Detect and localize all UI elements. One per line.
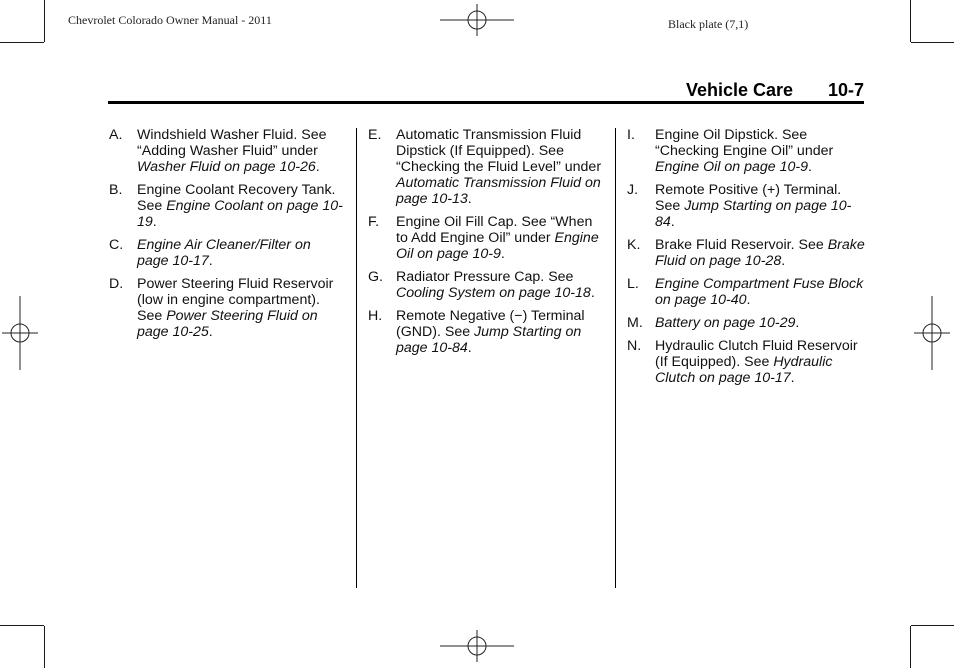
page-reference: Jump Starting on page 10-84	[655, 198, 852, 230]
legend-letter: F.	[368, 214, 380, 230]
legend-item	[109, 127, 345, 175]
legend-text	[137, 182, 345, 230]
legend-text	[655, 127, 865, 175]
legend-item	[109, 276, 345, 340]
page-number: 10-7	[828, 80, 865, 100]
page-reference: Engine Coolant on page 10-19	[137, 198, 343, 230]
column-divider	[356, 128, 357, 588]
page-reference: Power Steering Fluid on page 10-25	[137, 308, 318, 340]
legend-letter: A.	[109, 127, 123, 143]
legend-text-run: .	[208, 253, 213, 269]
legend-text-run: Radiator Pressure Cap. See	[396, 269, 574, 285]
legend-text-run: Engine Oil Dipstick. See “Checking Engine Oil” under	[655, 127, 834, 159]
legend-text	[655, 315, 865, 331]
legend-text-run: .	[208, 324, 213, 340]
legend-text-run: .	[746, 292, 751, 308]
page-reference: Hydraulic Clutch on page 10-17	[655, 354, 833, 386]
legend-item	[368, 308, 604, 356]
legend-column-3	[627, 127, 865, 393]
legend-text	[655, 338, 865, 386]
page-reference: Engine Air Cleaner/Filter on page 10-17	[137, 237, 311, 269]
legend-letter: M.	[627, 315, 643, 331]
page-reference: Jump Starting on page 10-84	[396, 324, 582, 356]
page-reference: Engine Oil on page 10-9	[655, 159, 809, 175]
manual-title: Chevrolet Colorado Owner Manual - 2011	[68, 13, 272, 27]
legend-text-run: .	[315, 159, 320, 175]
page-reference: Battery on page 10-29	[655, 315, 796, 331]
crop-mark	[0, 625, 44, 626]
legend-text	[655, 276, 865, 308]
legend-text	[655, 182, 865, 230]
legend-item	[627, 315, 865, 331]
legend-letter: H.	[368, 308, 383, 324]
legend-text	[655, 237, 865, 269]
page-reference: Automatic Transmission Fluid on page 10-13	[396, 175, 601, 207]
page-reference: Engine Oil on page 10-9	[396, 230, 599, 262]
legend-letter: K.	[627, 237, 641, 253]
crop-mark	[44, 0, 45, 42]
legend-item	[368, 269, 604, 301]
legend-text	[137, 127, 345, 175]
legend-text	[137, 237, 345, 269]
legend-letter: L.	[627, 276, 639, 292]
legend-text-run: .	[790, 370, 795, 386]
legend-letter: B.	[109, 182, 123, 198]
registration-mark-icon	[440, 4, 514, 36]
crop-mark	[911, 42, 954, 43]
legend-letter: C.	[109, 237, 124, 253]
page-reference: Brake Fluid on page 10-28	[655, 237, 865, 269]
legend-item	[627, 182, 865, 230]
legend-text-run: .	[467, 191, 472, 207]
legend-text-run: Automatic Transmission Fluid Dipstick (If Equipped). See “Checking the Fluid Level” under	[396, 127, 602, 175]
legend-letter: E.	[368, 127, 382, 143]
legend-letter: J.	[627, 182, 639, 198]
legend-text-run: .	[590, 285, 595, 301]
legend-text	[137, 276, 345, 340]
legend-column-1	[109, 127, 345, 347]
page-reference: Cooling System on page 10-18	[396, 285, 591, 301]
legend-text-run: .	[808, 159, 812, 175]
legend-item	[368, 214, 604, 262]
crop-mark	[911, 625, 954, 626]
registration-mark-icon	[440, 630, 514, 662]
legend-item	[627, 276, 865, 308]
legend-text	[396, 308, 604, 356]
legend-text-run: Remote Positive (+) Terminal. See	[655, 182, 842, 214]
crop-mark	[44, 626, 45, 668]
legend-text-run: Engine Oil Fill Cap. See “When to Add Engine Oil” under	[396, 214, 593, 246]
section-title: Vehicle Care	[686, 80, 794, 100]
crop-mark	[910, 626, 911, 668]
legend-letter: N.	[627, 338, 642, 354]
title-rule	[108, 101, 864, 104]
legend-text	[396, 269, 604, 301]
legend-text	[396, 127, 604, 207]
plate-label: Black plate (7,1)	[668, 17, 749, 31]
legend-text-run: Remote Negative (−) Terminal (GND). See	[396, 308, 585, 340]
registration-mark-icon	[914, 296, 950, 370]
page-reference: Engine Compartment Fuse Block on page 10-40	[655, 276, 864, 308]
crop-mark	[910, 0, 911, 42]
legend-text-run: .	[467, 340, 472, 356]
legend-text-run: .	[781, 253, 786, 269]
legend-letter: D.	[109, 276, 124, 292]
crop-mark	[0, 42, 44, 43]
legend-text-run: .	[152, 214, 157, 230]
legend-text-run: .	[500, 246, 505, 262]
legend-item	[627, 127, 865, 175]
legend-text-run: Brake Fluid Reservoir. See	[655, 237, 828, 253]
legend-text-run: .	[795, 315, 800, 331]
legend-column-2	[368, 127, 604, 363]
legend-item	[627, 338, 865, 386]
legend-text-run: .	[670, 214, 675, 230]
legend-text-run: Engine Coolant Recovery Tank. See	[137, 182, 336, 214]
legend-item	[109, 237, 345, 269]
legend-text-run: Windshield Washer Fluid. See “Adding Washer Fluid” under	[137, 127, 327, 159]
legend-letter: G.	[368, 269, 383, 285]
legend-text	[396, 214, 604, 262]
legend-item	[627, 237, 865, 269]
legend-item	[109, 182, 345, 230]
legend-text-run: Power Steering Fluid Reservoir (low in engine compartment). See	[137, 276, 334, 324]
legend-text-run: Hydraulic Clutch Fluid Reservoir (If Equipped). See	[655, 338, 858, 370]
page-reference: Washer Fluid on page 10-26	[137, 159, 316, 175]
registration-mark-icon	[2, 296, 38, 370]
legend-item	[368, 127, 604, 207]
column-divider	[615, 128, 616, 588]
legend-letter: I.	[627, 127, 635, 143]
